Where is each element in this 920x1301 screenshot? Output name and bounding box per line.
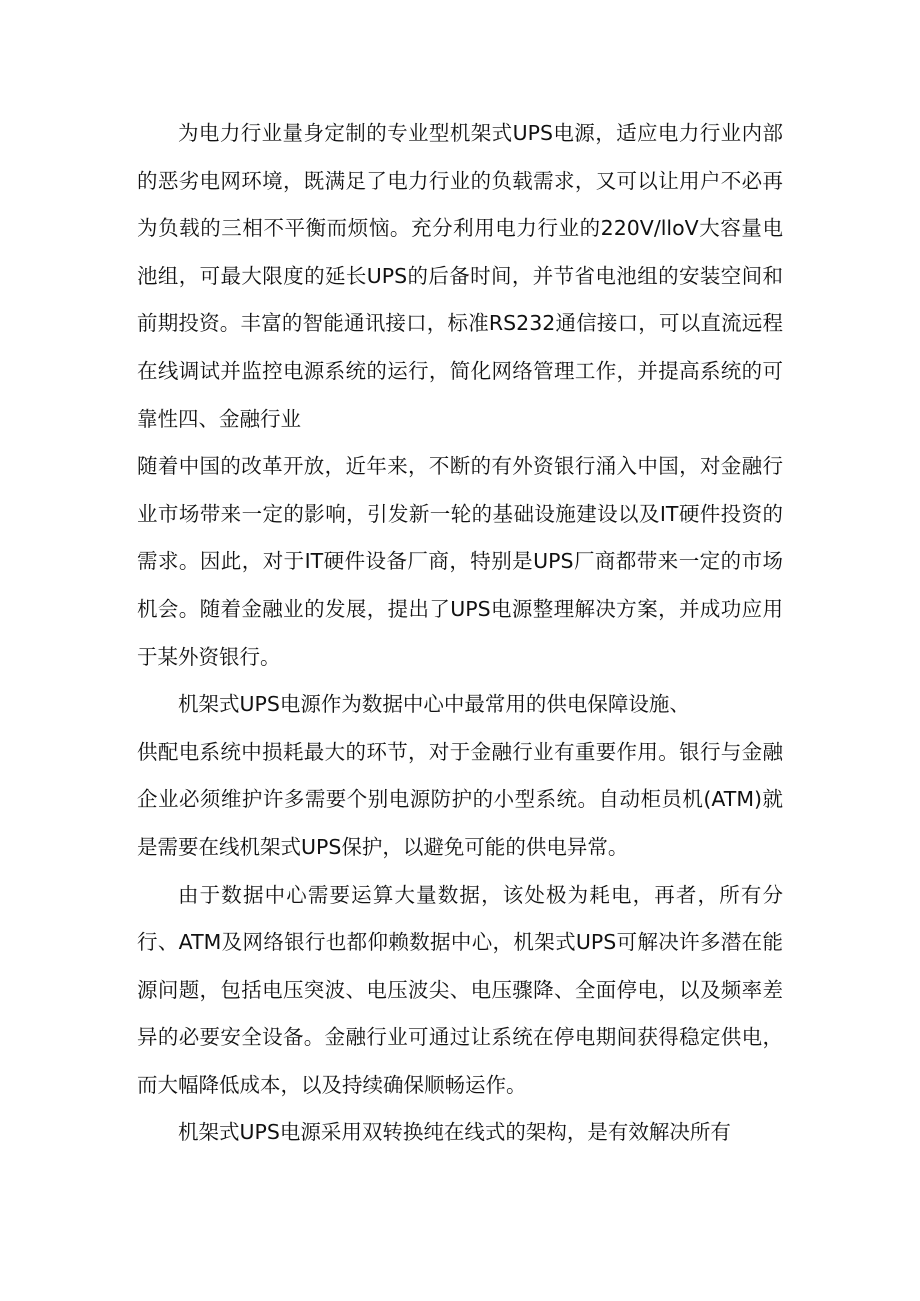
paragraph-double-conversion: 机架式UPS电源采用双转换纯在线式的架构，是有效解决所有 xyxy=(178,1120,731,1145)
paragraph-finance-market: 随着中国的改革开放，近年来，不断的有外资银行涌入中国，对金融行业市场带来一定的影响，引发新一轮的基础设施建设以及IT硬件投资的需求。因此，对于IT硬件设备厂商，特别是UPS厂商都带来一定的市场机会。随着金融业的发展，提出了UPS电源整理解决方案，并成功应用于某外资银行。 xyxy=(137,454,783,669)
document-body xyxy=(137,110,783,1157)
paragraph-rack-ups-intro: 机架式UPS电源作为数据中心中最常用的供电保障设施、 xyxy=(178,692,690,717)
paragraph-distribution-system: 供配电系统中损耗最大的环节，对于金融行业有重要作用。银行与金融企业必须维护许多需要个别电源防护的小型系统。自动柜员机(ATM)就是需要在线机架式UPS保护，以避免可能的供电异常。 xyxy=(137,739,783,859)
paragraph-data-center: 由于数据中心需要运算大量数据，该处极为耗电，再者，所有分行、ATM及网络银行也都仰赖数据中心，机架式UPS可解决许多潜在能源问题，包括电压突波、电压波尖、电压骤降、全面停电，以及频率差异的必要安全设备。金融行业可通过让系统在停电期间获得稳定供电，而大幅降低成本，以及持续确保顺畅运作。 xyxy=(137,882,783,1097)
paragraph-power-industry: 为电力行业量身定制的专业型机架式UPS电源，适应电力行业内部的恶劣电网环境，既满足了电力行业的负载需求，又可以让用户不必再为负载的三相不平衡而烦恼。充分利用电力行业的220V∕lloV大容量电池组，可最大限度的延长UPS的后备时间，并节省电池组的安装空间和前期投资。丰富的智能通讯接口，标准RS232通信接口，可以直流远程在线调试并监控电源系统的运行，简化网络管理工作，并提高系统的可靠性四、金融行业 xyxy=(137,121,783,431)
